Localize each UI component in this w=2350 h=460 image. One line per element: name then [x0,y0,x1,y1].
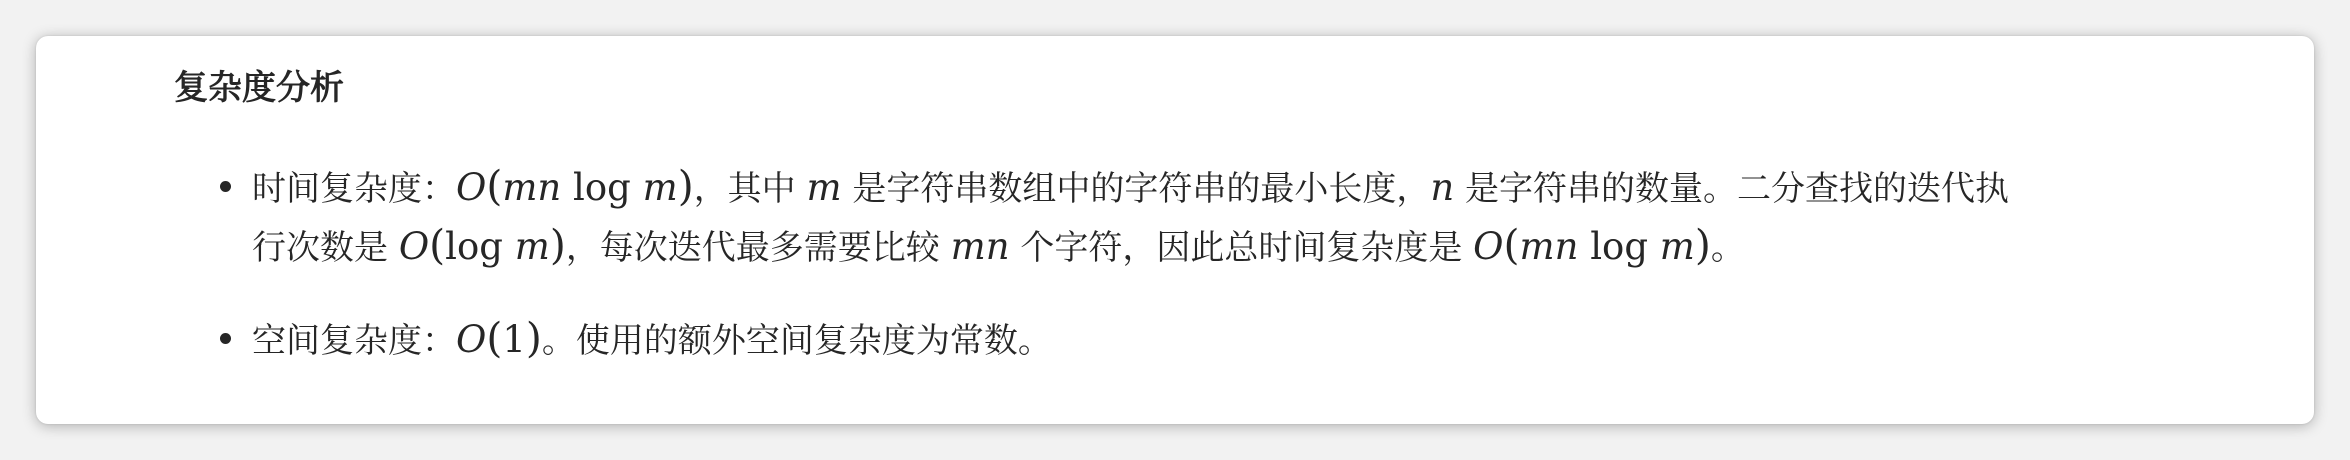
text-segment: 是字符串数组中的字符串的最小长度， [841,169,1431,209]
math-expression: O(log m) [398,221,566,269]
math-expression: O(mn log m) [1473,221,1711,269]
math-expression: O(1) [456,314,542,362]
list-item-space-complexity [252,310,2212,369]
list-item-line [252,158,2212,217]
list-item-line [252,310,2212,369]
bullet-icon [220,181,231,192]
text-segment: 时间复杂度： [252,169,456,209]
text-segment: 行次数是 [252,228,399,268]
text-segment: 是字符串的数量。二分查找的迭代执 [1454,169,2010,209]
section-heading: 复杂度分析 [174,68,344,108]
bullet-icon [220,333,231,344]
text-segment: 。 [1710,228,1745,268]
content-card [36,36,2314,424]
math-expression: O(mn log m) [456,162,694,210]
text-segment: ，每次迭代最多需要比较 [565,228,951,268]
text-segment: 。使用的额外空间复杂度为常数。 [541,321,1052,361]
text-segment: 空间复杂度： [252,321,456,361]
math-expression: mn [950,225,1010,268]
text-segment: 个字符，因此总时间复杂度是 [1009,228,1474,268]
math-expression: n [1430,166,1455,209]
list-item-time-complexity [252,158,2212,276]
list-item-line [252,217,2212,276]
math-expression: m [806,166,842,209]
text-segment: ，其中 [693,169,807,209]
